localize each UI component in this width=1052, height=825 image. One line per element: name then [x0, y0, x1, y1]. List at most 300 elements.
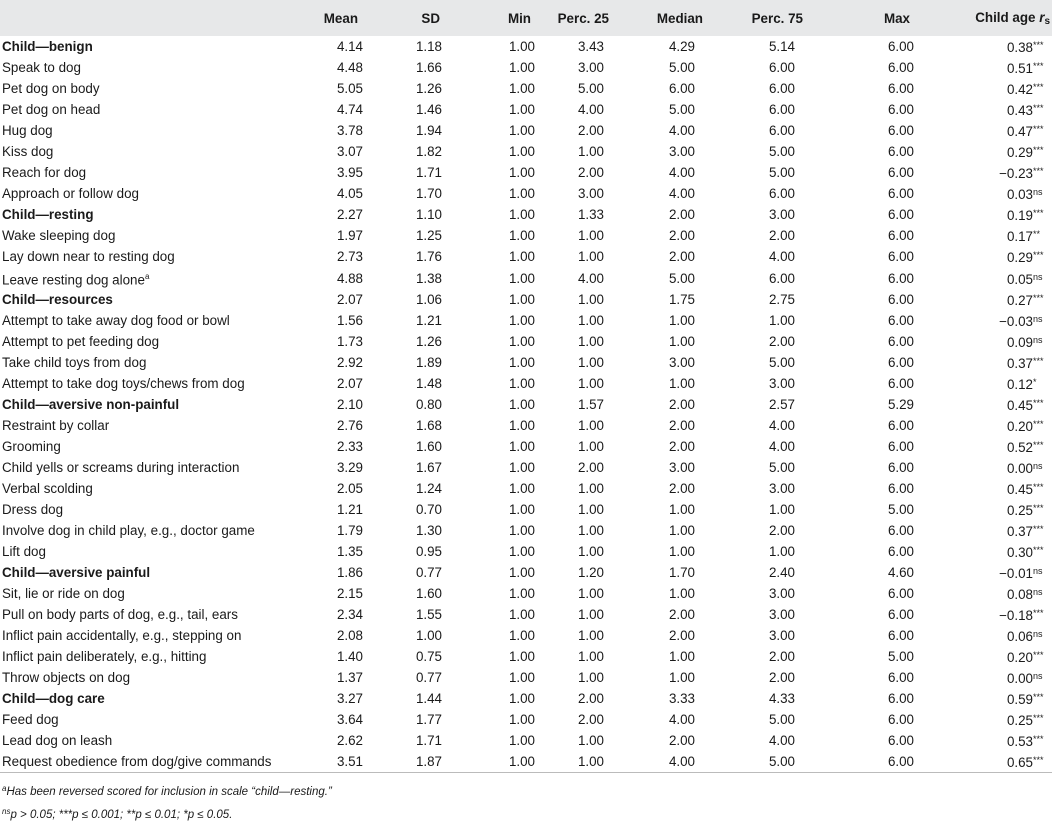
cell-value: 1.00 — [508, 754, 535, 770]
cell-perc25 — [539, 331, 625, 352]
cell-value: 1.00 — [668, 649, 695, 665]
cell-child-age-rs — [920, 541, 1052, 562]
row-label-text: Sit, lie or ride on dog — [2, 586, 125, 602]
cell-value: 2.00 — [577, 460, 604, 476]
cell-value: 2.27 — [336, 207, 363, 222]
cell-median — [625, 267, 725, 289]
cell-min — [450, 36, 539, 57]
item-label — [0, 709, 300, 730]
cell-value: 4.29 — [668, 39, 695, 54]
cell-median — [625, 583, 725, 604]
cell-value: 1.00 — [508, 418, 535, 434]
cell-mean — [300, 162, 370, 183]
cell-value: 1.38 — [415, 270, 442, 286]
table-row — [0, 436, 1052, 457]
cell-mean — [300, 183, 370, 204]
cell-mean — [300, 541, 370, 562]
cell-max — [833, 709, 920, 730]
significance-marker: *** — [1033, 124, 1044, 134]
significance-marker: ns — [1033, 587, 1043, 598]
cell-max — [833, 478, 920, 499]
cell-median — [625, 667, 725, 688]
cell-max — [833, 646, 920, 667]
footnote-a-row — [0, 779, 1052, 802]
cell-value: 1.00 — [508, 123, 535, 138]
cell-value: 1.00 — [508, 460, 535, 476]
cell-value: 2.07 — [336, 292, 363, 308]
cell-value: 6.00 — [887, 754, 914, 770]
cell-value: 5.00 — [577, 81, 604, 96]
cell-child-age-rs — [920, 457, 1052, 478]
cell-sd — [370, 478, 450, 499]
cell-min — [450, 688, 539, 709]
cell-value: 1.00 — [577, 439, 604, 455]
cell-value: 1.00 — [508, 397, 535, 413]
cell-max — [833, 520, 920, 541]
cell-value: 1.67 — [415, 460, 442, 476]
cell-value: 1.00 — [577, 586, 604, 602]
cell-sd — [370, 415, 450, 436]
row-label-text: Involve dog in child play, e.g., doctor game — [2, 523, 255, 539]
cell-value: 6.00 — [887, 460, 914, 476]
row-label-text: Hug dog — [2, 123, 53, 138]
cell-value: 1.70 — [415, 186, 442, 201]
item-label — [0, 310, 300, 331]
cell-value: 0.77 — [415, 565, 442, 581]
cell-max — [833, 415, 920, 436]
cell-value: 0.00 — [1006, 671, 1033, 687]
cell-value: 1.70 — [668, 565, 695, 581]
cell-sd — [370, 204, 450, 225]
cell-value: 1.00 — [577, 313, 604, 329]
row-label-text: Lift dog — [2, 544, 46, 560]
cell-perc25 — [539, 730, 625, 751]
cell-max — [833, 394, 920, 415]
table-row — [0, 162, 1052, 183]
row-label-text: Take child toys from dog — [2, 355, 147, 371]
cell-value: 2.00 — [668, 207, 695, 222]
footnote-a-text: Has been reversed scored for inclusion in scale “child—resting.” — [6, 786, 332, 799]
cell-perc25 — [539, 562, 625, 583]
row-label-text: Wake sleeping dog — [2, 228, 116, 243]
table-row — [0, 310, 1052, 331]
significance-marker: *** — [1033, 419, 1044, 430]
cell-child-age-rs — [920, 562, 1052, 583]
cell-value: 5.00 — [768, 165, 795, 180]
cell-max — [833, 667, 920, 688]
cell-value: 2.00 — [668, 628, 695, 644]
row-label-text: Feed dog — [2, 712, 59, 728]
cell-perc75 — [725, 499, 833, 520]
row-label-text: Pet dog on head — [2, 102, 101, 117]
cell-min — [450, 289, 539, 310]
cell-value: 6.00 — [768, 123, 795, 138]
cell-value: 2.00 — [768, 670, 795, 686]
table-row — [0, 646, 1052, 667]
table-group-row — [0, 36, 1052, 57]
cell-perc75 — [725, 394, 833, 415]
cell-sd — [370, 310, 450, 331]
significance-marker: ns — [1033, 566, 1043, 577]
cell-value: 1.00 — [768, 502, 795, 518]
cell-child-age-rs — [920, 730, 1052, 751]
cell-sd — [370, 99, 450, 120]
cell-sd — [370, 457, 450, 478]
cell-value: 1.00 — [508, 376, 535, 392]
cell-min — [450, 99, 539, 120]
cell-perc75 — [725, 625, 833, 646]
cell-median — [625, 225, 725, 246]
cell-value: 2.00 — [768, 334, 795, 350]
cell-value: 3.33 — [668, 691, 695, 707]
cell-value: 1.18 — [415, 39, 442, 54]
cell-child-age-rs — [920, 415, 1052, 436]
cell-mean — [300, 373, 370, 394]
cell-value: 2.00 — [768, 523, 795, 539]
cell-value: 4.00 — [577, 102, 604, 117]
significance-marker: *** — [1033, 398, 1044, 409]
significance-marker: ns — [1033, 671, 1043, 682]
cell-value: 1.97 — [336, 228, 363, 243]
cell-min — [450, 436, 539, 457]
cell-max — [833, 289, 920, 310]
cell-mean — [300, 499, 370, 520]
cell-value: 2.00 — [668, 733, 695, 749]
row-label-text: Lead dog on leash — [2, 733, 113, 749]
cell-median — [625, 310, 725, 331]
cell-value: 1.00 — [508, 586, 535, 602]
cell-max — [833, 310, 920, 331]
cell-value: 6.00 — [887, 228, 914, 243]
cell-value: 0.42 — [1006, 82, 1033, 97]
significance-marker: *** — [1033, 293, 1044, 304]
cell-perc75 — [725, 78, 833, 99]
row-label-text: Pet dog on body — [2, 81, 100, 96]
significance-marker: *** — [1033, 650, 1044, 661]
cell-value: 6.00 — [887, 292, 914, 308]
header-mean: Mean — [323, 10, 358, 26]
cell-perc25 — [539, 36, 625, 57]
cell-sd — [370, 646, 450, 667]
row-label-text: Grooming — [2, 439, 61, 455]
item-label — [0, 246, 300, 267]
cell-sd — [370, 499, 450, 520]
cell-min — [450, 267, 539, 289]
cell-median — [625, 478, 725, 499]
cell-value: 2.57 — [768, 397, 795, 413]
cell-value: 1.46 — [415, 102, 442, 117]
cell-max — [833, 730, 920, 751]
cell-perc75 — [725, 310, 833, 331]
table-row — [0, 246, 1052, 267]
item-label — [0, 478, 300, 499]
cell-perc25 — [539, 457, 625, 478]
cell-value: 1.00 — [508, 565, 535, 581]
significance-marker: ns — [1033, 187, 1043, 197]
cell-value: 1.71 — [415, 733, 442, 749]
cell-value: 2.10 — [336, 397, 363, 413]
cell-child-age-rs — [920, 141, 1052, 162]
cell-value: 0.03 — [1006, 187, 1033, 202]
cell-value: 6.00 — [887, 144, 914, 159]
cell-value: 6.00 — [887, 207, 914, 222]
significance-marker: *** — [1033, 755, 1044, 766]
cell-perc25 — [539, 646, 625, 667]
cell-child-age-rs — [920, 162, 1052, 183]
cell-perc75 — [725, 415, 833, 436]
cell-perc25 — [539, 352, 625, 373]
cell-value: 6.00 — [887, 123, 914, 138]
cell-value: 0.70 — [415, 502, 442, 518]
cell-value: 1.89 — [415, 355, 442, 371]
header-sd: SD — [421, 10, 440, 26]
header-r-subscript: s — [1044, 15, 1050, 27]
row-label-text: Kiss dog — [2, 144, 54, 159]
cell-value: 2.00 — [768, 649, 795, 665]
cell-value: 6.00 — [887, 439, 914, 455]
cell-sd — [370, 57, 450, 78]
cell-mean — [300, 688, 370, 709]
cell-value: 6.00 — [887, 628, 914, 644]
cell-value: 6.00 — [768, 81, 795, 96]
row-label-text: Attempt to pet feeding dog — [2, 334, 160, 350]
cell-value: 0.29 — [1006, 250, 1033, 265]
cell-value: 0.25 — [1006, 713, 1033, 729]
cell-perc75 — [725, 99, 833, 120]
cell-perc25 — [539, 583, 625, 604]
cell-value: 0.51 — [1006, 61, 1033, 76]
cell-value: 1.00 — [768, 544, 795, 560]
significance-marker: ns — [1033, 335, 1043, 346]
cell-median — [625, 604, 725, 625]
cell-value: 1.00 — [577, 607, 604, 623]
cell-value: 1.82 — [415, 144, 442, 159]
significance-marker: *** — [1033, 734, 1044, 745]
cell-value: 0.45 — [1006, 398, 1033, 414]
table-row — [0, 667, 1052, 688]
cell-value: 6.00 — [887, 102, 914, 117]
cell-value: 1.00 — [508, 628, 535, 644]
cell-value: 0.05 — [1006, 271, 1033, 287]
cell-value: 2.00 — [768, 228, 795, 243]
table-group-row — [0, 562, 1052, 583]
cell-value: 6.00 — [887, 712, 914, 728]
cell-median — [625, 246, 725, 267]
cell-value: 0.53 — [1006, 734, 1033, 750]
cell-mean — [300, 583, 370, 604]
table-row — [0, 730, 1052, 751]
cell-value: 0.37 — [1006, 524, 1033, 540]
cell-value: 1.60 — [415, 439, 442, 455]
cell-value: 1.00 — [577, 628, 604, 644]
cell-max — [833, 373, 920, 394]
cell-value: −0.18 — [999, 608, 1033, 624]
cell-value: 2.40 — [768, 565, 795, 581]
cell-perc25 — [539, 78, 625, 99]
cell-value: 6.00 — [887, 481, 914, 497]
item-label — [0, 436, 300, 457]
table-group-row — [0, 688, 1052, 709]
cell-value: 1.00 — [577, 418, 604, 434]
footnote-marker: a — [144, 272, 150, 281]
cell-value: 1.00 — [508, 607, 535, 623]
table-row — [0, 57, 1052, 78]
cell-perc75 — [725, 688, 833, 709]
cell-child-age-rs — [920, 78, 1052, 99]
cell-value: 1.00 — [508, 186, 535, 201]
row-label-text: Request obedience from dog/give commands — [2, 754, 272, 770]
cell-value: 0.17 — [1006, 229, 1033, 244]
cell-value: 0.06 — [1006, 629, 1033, 645]
table-row — [0, 478, 1052, 499]
cell-perc25 — [539, 541, 625, 562]
cell-value: 3.00 — [768, 586, 795, 602]
item-label — [0, 583, 300, 604]
row-label-text: Child—aversive painful — [2, 565, 151, 581]
cell-child-age-rs — [920, 310, 1052, 331]
cell-min — [450, 225, 539, 246]
item-label — [0, 520, 300, 541]
cell-perc75 — [725, 730, 833, 751]
cell-min — [450, 604, 539, 625]
cell-min — [450, 751, 539, 773]
cell-value: 5.00 — [768, 460, 795, 476]
cell-value: 6.00 — [887, 607, 914, 623]
cell-perc75 — [725, 246, 833, 267]
cell-value: 6.00 — [887, 313, 914, 329]
cell-value: 1.00 — [577, 649, 604, 665]
cell-value: 6.00 — [768, 60, 795, 75]
cell-median — [625, 499, 725, 520]
table-row — [0, 751, 1052, 773]
cell-max — [833, 225, 920, 246]
cell-max — [833, 583, 920, 604]
cell-mean — [300, 267, 370, 289]
cell-value: 3.00 — [768, 628, 795, 644]
cell-value: 1.00 — [577, 523, 604, 539]
footnote-a — [0, 779, 1052, 802]
cell-max — [833, 57, 920, 78]
cell-value: 3.64 — [336, 712, 363, 728]
cell-min — [450, 120, 539, 141]
cell-value: 1.26 — [415, 81, 442, 96]
cell-perc75 — [725, 183, 833, 204]
cell-value: 1.00 — [668, 313, 695, 329]
cell-sd — [370, 162, 450, 183]
table-row — [0, 415, 1052, 436]
cell-perc25 — [539, 709, 625, 730]
cell-value: 1.00 — [668, 334, 695, 350]
cell-value: 1.30 — [415, 523, 442, 539]
cell-perc75 — [725, 57, 833, 78]
cell-max — [833, 436, 920, 457]
cell-value: 6.00 — [887, 165, 914, 180]
cell-sd — [370, 394, 450, 415]
cell-value: 0.09 — [1006, 335, 1033, 351]
significance-marker: *** — [1033, 166, 1044, 176]
cell-value: 1.00 — [508, 249, 535, 264]
cell-value: 5.00 — [668, 60, 695, 75]
cell-mean — [300, 457, 370, 478]
item-label — [0, 120, 300, 141]
cell-perc25 — [539, 436, 625, 457]
cell-value: 1.00 — [577, 481, 604, 497]
cell-value: 1.00 — [415, 628, 442, 644]
cell-value: 2.75 — [768, 292, 795, 308]
significance-marker: *** — [1033, 545, 1044, 556]
cell-sd — [370, 583, 450, 604]
cell-value: 6.00 — [887, 544, 914, 560]
cell-value: 1.56 — [336, 313, 363, 329]
cell-value: 3.00 — [768, 481, 795, 497]
significance-marker: *** — [1033, 608, 1044, 619]
cell-median — [625, 373, 725, 394]
cell-median — [625, 394, 725, 415]
cell-value: 5.00 — [768, 754, 795, 770]
cell-min — [450, 352, 539, 373]
cell-child-age-rs — [920, 499, 1052, 520]
table-row — [0, 709, 1052, 730]
cell-value: 6.00 — [887, 523, 914, 539]
cell-child-age-rs — [920, 246, 1052, 267]
group-label — [0, 394, 300, 415]
cell-value: 4.00 — [668, 754, 695, 770]
cell-median — [625, 36, 725, 57]
cell-value: 4.00 — [768, 439, 795, 455]
cell-median — [625, 541, 725, 562]
cell-value: 4.14 — [336, 39, 363, 54]
cell-max — [833, 751, 920, 773]
cell-value: 2.08 — [336, 628, 363, 644]
cell-value: 4.60 — [887, 565, 914, 581]
cell-max — [833, 120, 920, 141]
cell-sd — [370, 183, 450, 204]
cell-value: 1.00 — [577, 144, 604, 159]
cell-value: 1.00 — [508, 270, 535, 286]
row-label-text: Attempt to take away dog food or bowl — [2, 313, 230, 329]
cell-min — [450, 562, 539, 583]
significance-marker: *** — [1033, 440, 1044, 451]
significance-marker: *** — [1033, 713, 1044, 724]
cell-median — [625, 141, 725, 162]
cell-value: 1.00 — [508, 502, 535, 518]
row-label-text: Lay down near to resting dog — [2, 249, 175, 264]
cell-value: 2.05 — [336, 481, 363, 497]
row-label-text: Verbal scolding — [2, 481, 93, 497]
cell-value: 1.00 — [577, 754, 604, 770]
significance-marker: *** — [1033, 356, 1044, 367]
cell-median — [625, 688, 725, 709]
table-row — [0, 520, 1052, 541]
cell-perc25 — [539, 478, 625, 499]
cell-value: 4.00 — [768, 733, 795, 749]
cell-child-age-rs — [920, 352, 1052, 373]
cell-value: 5.14 — [768, 39, 795, 54]
cell-perc75 — [725, 709, 833, 730]
cell-sd — [370, 688, 450, 709]
cell-mean — [300, 141, 370, 162]
cell-min — [450, 646, 539, 667]
cell-value: 1.48 — [415, 376, 442, 392]
cell-value: 6.00 — [887, 270, 914, 286]
cell-perc75 — [725, 604, 833, 625]
cell-value: 0.43 — [1006, 103, 1033, 118]
cell-max — [833, 331, 920, 352]
cell-sd — [370, 751, 450, 773]
significance-marker: *** — [1033, 503, 1044, 514]
cell-value: 1.00 — [508, 102, 535, 117]
cell-child-age-rs — [920, 99, 1052, 120]
